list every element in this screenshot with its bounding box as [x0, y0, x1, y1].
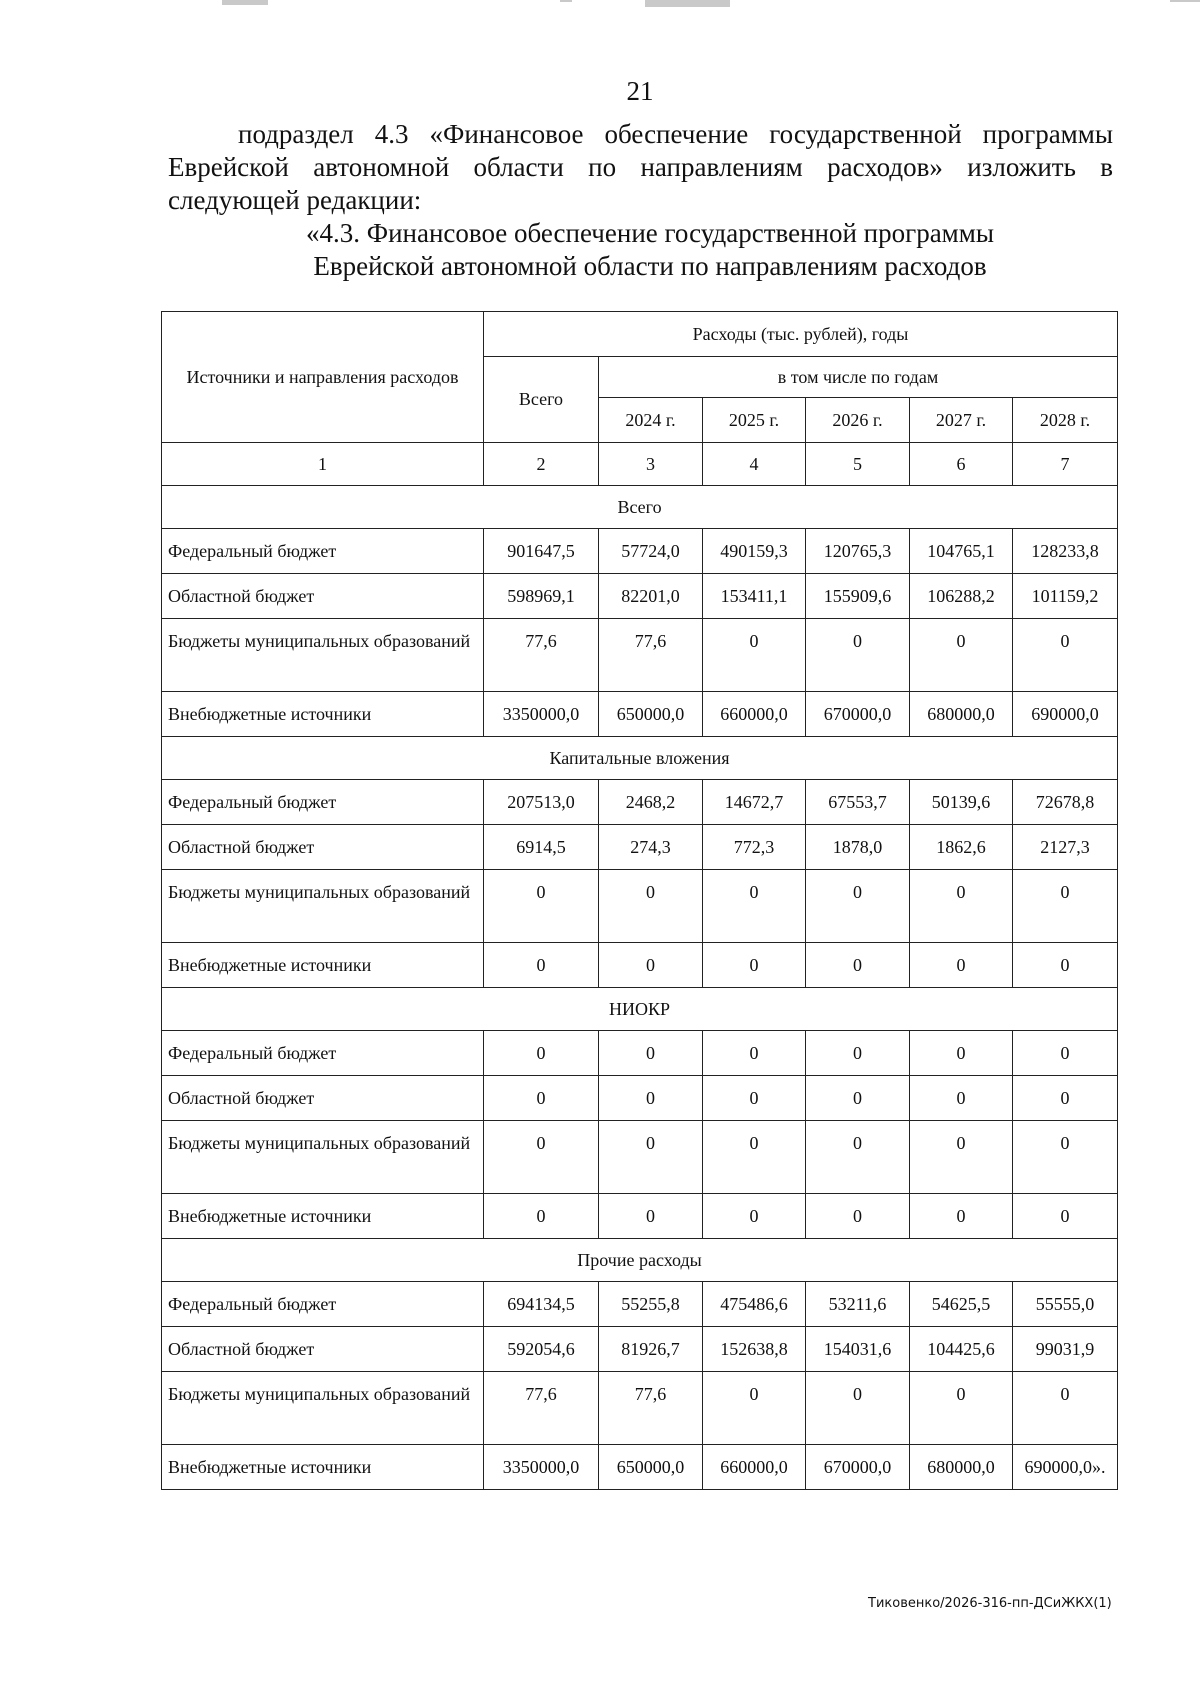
- value-cell: 0: [484, 1031, 599, 1076]
- value-cell: 0: [599, 943, 703, 988]
- value-cell: 0: [484, 943, 599, 988]
- table-row: [162, 870, 1118, 943]
- header-year: 2024 г.: [599, 398, 703, 443]
- table-row: [162, 619, 1118, 692]
- section-header-row: [162, 1239, 1118, 1282]
- value-cell: 99031,9: [1013, 1327, 1118, 1372]
- column-number: 6: [910, 443, 1013, 486]
- row-label: Областной бюджет: [162, 825, 484, 870]
- row-label: Федеральный бюджет: [162, 1282, 484, 1327]
- value-cell: 0: [806, 1121, 910, 1194]
- value-cell: 77,6: [484, 1372, 599, 1445]
- value-cell: 0: [910, 1031, 1013, 1076]
- header-sources: Источники и направления расходов: [162, 312, 484, 443]
- table-row: [162, 1327, 1118, 1372]
- section-title-cell: Всего: [162, 486, 1118, 529]
- section-title-cell: Прочие расходы: [162, 1239, 1118, 1282]
- value-cell: 53211,6: [806, 1282, 910, 1327]
- value-cell: 690000,0».: [1013, 1445, 1118, 1490]
- value-cell: 1878,0: [806, 825, 910, 870]
- value-cell: 0: [910, 870, 1013, 943]
- value-cell: 670000,0: [806, 1445, 910, 1490]
- value-cell: 0: [806, 1372, 910, 1445]
- value-cell: 592054,6: [484, 1327, 599, 1372]
- table-row: [162, 825, 1118, 870]
- row-label: Бюджеты муниципальных образований: [162, 1121, 484, 1194]
- section-title: [190, 217, 1110, 283]
- row-label: Внебюджетные источники: [162, 1194, 484, 1239]
- table-row: [162, 1031, 1118, 1076]
- section-title-line-1: «4.3. Финансовое обеспечение государственной программы: [306, 218, 994, 248]
- value-cell: 3350000,0: [484, 692, 599, 737]
- value-cell: 120765,3: [806, 529, 910, 574]
- intro-paragraph: подраздел 4.3 «Финансовое обеспечение государственной программы Еврейской автономной области по направлениям расходов» изложить в следующей редакции:: [168, 119, 1113, 215]
- header-year: 2027 г.: [910, 398, 1013, 443]
- value-cell: 0: [703, 1194, 806, 1239]
- value-cell: 475486,6: [703, 1282, 806, 1327]
- column-number: 1: [162, 443, 484, 486]
- header-year: 2025 г.: [703, 398, 806, 443]
- value-cell: 670000,0: [806, 692, 910, 737]
- value-cell: 772,3: [703, 825, 806, 870]
- page-number: 21: [626, 76, 654, 106]
- table-row: [162, 529, 1118, 574]
- value-cell: 77,6: [599, 1372, 703, 1445]
- value-cell: 0: [910, 619, 1013, 692]
- section-header-row: [162, 737, 1118, 780]
- column-number: 3: [599, 443, 703, 486]
- section-header-row: [162, 486, 1118, 529]
- row-label: Областной бюджет: [162, 1076, 484, 1121]
- value-cell: 0: [806, 619, 910, 692]
- section-header-row: [162, 988, 1118, 1031]
- value-cell: 0: [703, 1121, 806, 1194]
- header-year: 2026 г.: [806, 398, 910, 443]
- table-row: [162, 943, 1118, 988]
- value-cell: 153411,1: [703, 574, 806, 619]
- column-number: 7: [1013, 443, 1118, 486]
- value-cell: 0: [806, 943, 910, 988]
- value-cell: 0: [599, 1031, 703, 1076]
- value-cell: 490159,3: [703, 529, 806, 574]
- value-cell: 0: [1013, 1031, 1118, 1076]
- row-label: Бюджеты муниципальных образований: [162, 619, 484, 692]
- value-cell: 152638,8: [703, 1327, 806, 1372]
- row-label: Бюджеты муниципальных образований: [162, 1372, 484, 1445]
- value-cell: 14672,7: [703, 780, 806, 825]
- value-cell: 650000,0: [599, 1445, 703, 1490]
- section-title-cell: Капитальные вложения: [162, 737, 1118, 780]
- value-cell: 77,6: [599, 619, 703, 692]
- value-cell: 0: [484, 1076, 599, 1121]
- value-cell: 0: [1013, 1121, 1118, 1194]
- value-cell: 77,6: [484, 619, 599, 692]
- header-total: Всего: [484, 357, 599, 443]
- column-number: 2: [484, 443, 599, 486]
- value-cell: 660000,0: [703, 1445, 806, 1490]
- value-cell: 680000,0: [910, 1445, 1013, 1490]
- value-cell: 0: [599, 1194, 703, 1239]
- row-label: Областной бюджет: [162, 1327, 484, 1372]
- value-cell: 0: [599, 870, 703, 943]
- header-expenses: Расходы (тыс. рублей), годы: [484, 312, 1118, 357]
- value-cell: 0: [703, 1031, 806, 1076]
- value-cell: 680000,0: [910, 692, 1013, 737]
- value-cell: 0: [1013, 1194, 1118, 1239]
- table-row: [162, 780, 1118, 825]
- scan-artifact: [645, 0, 730, 7]
- table-row: [162, 1194, 1118, 1239]
- row-label: Бюджеты муниципальных образований: [162, 870, 484, 943]
- value-cell: 106288,2: [910, 574, 1013, 619]
- table-row: [162, 574, 1118, 619]
- column-number: 4: [703, 443, 806, 486]
- value-cell: 1862,6: [910, 825, 1013, 870]
- value-cell: 104425,6: [910, 1327, 1013, 1372]
- value-cell: 3350000,0: [484, 1445, 599, 1490]
- row-label: Внебюджетные источники: [162, 943, 484, 988]
- row-label: Федеральный бюджет: [162, 1031, 484, 1076]
- value-cell: 101159,2: [1013, 574, 1118, 619]
- value-cell: 154031,6: [806, 1327, 910, 1372]
- row-label: Федеральный бюджет: [162, 780, 484, 825]
- row-label: Внебюджетные источники: [162, 1445, 484, 1490]
- column-number: 5: [806, 443, 910, 486]
- value-cell: 72678,8: [1013, 780, 1118, 825]
- table-row: [162, 692, 1118, 737]
- value-cell: 0: [703, 1076, 806, 1121]
- value-cell: 0: [806, 1194, 910, 1239]
- row-label: Областной бюджет: [162, 574, 484, 619]
- value-cell: 0: [806, 1031, 910, 1076]
- table-row: [162, 1372, 1118, 1445]
- value-cell: 155909,6: [806, 574, 910, 619]
- value-cell: 0: [703, 1372, 806, 1445]
- value-cell: 660000,0: [703, 692, 806, 737]
- value-cell: 0: [1013, 619, 1118, 692]
- value-cell: 0: [1013, 1076, 1118, 1121]
- value-cell: 650000,0: [599, 692, 703, 737]
- value-cell: 690000,0: [1013, 692, 1118, 737]
- value-cell: 81926,7: [599, 1327, 703, 1372]
- value-cell: 0: [703, 619, 806, 692]
- financing-table: [161, 311, 1118, 1490]
- value-cell: 901647,5: [484, 529, 599, 574]
- value-cell: 55555,0: [1013, 1282, 1118, 1327]
- scan-artifact: [222, 0, 268, 5]
- scan-artifact: [1170, 0, 1200, 2]
- value-cell: 0: [806, 870, 910, 943]
- value-cell: 0: [484, 870, 599, 943]
- value-cell: 57724,0: [599, 529, 703, 574]
- header-year: 2028 г.: [1013, 398, 1118, 443]
- table-row: [162, 1282, 1118, 1327]
- value-cell: 0: [484, 1121, 599, 1194]
- document-reference: Тиковенко/2026-316-пп-ДСиЖКХ(1): [868, 1596, 1112, 1611]
- row-label: Федеральный бюджет: [162, 529, 484, 574]
- value-cell: 0: [1013, 943, 1118, 988]
- value-cell: 55255,8: [599, 1282, 703, 1327]
- value-cell: 50139,6: [910, 780, 1013, 825]
- value-cell: 54625,5: [910, 1282, 1013, 1327]
- value-cell: 0: [599, 1121, 703, 1194]
- value-cell: 0: [484, 1194, 599, 1239]
- value-cell: 0: [910, 943, 1013, 988]
- value-cell: 0: [910, 1372, 1013, 1445]
- value-cell: 0: [910, 1121, 1013, 1194]
- value-cell: 0: [1013, 870, 1118, 943]
- value-cell: 0: [703, 870, 806, 943]
- table-row: [162, 1445, 1118, 1490]
- value-cell: 274,3: [599, 825, 703, 870]
- column-number-row: [162, 443, 1118, 486]
- value-cell: 598969,1: [484, 574, 599, 619]
- value-cell: 67553,7: [806, 780, 910, 825]
- table-row: [162, 1076, 1118, 1121]
- value-cell: 6914,5: [484, 825, 599, 870]
- value-cell: 128233,8: [1013, 529, 1118, 574]
- row-label: Внебюджетные источники: [162, 692, 484, 737]
- value-cell: 0: [910, 1194, 1013, 1239]
- value-cell: 694134,5: [484, 1282, 599, 1327]
- value-cell: 207513,0: [484, 780, 599, 825]
- value-cell: 2468,2: [599, 780, 703, 825]
- section-title-line-2: Еврейской автономной области по направлениям расходов: [313, 251, 987, 281]
- table-row: [162, 1121, 1118, 1194]
- section-title-cell: НИОКР: [162, 988, 1118, 1031]
- header-by-years: в том числе по годам: [599, 357, 1118, 398]
- scan-artifact: [560, 0, 572, 2]
- value-cell: 0: [910, 1076, 1013, 1121]
- value-cell: 0: [599, 1076, 703, 1121]
- value-cell: 0: [703, 943, 806, 988]
- table-body: [162, 443, 1118, 1490]
- value-cell: 2127,3: [1013, 825, 1118, 870]
- value-cell: 104765,1: [910, 529, 1013, 574]
- value-cell: 82201,0: [599, 574, 703, 619]
- value-cell: 0: [1013, 1372, 1118, 1445]
- value-cell: 0: [806, 1076, 910, 1121]
